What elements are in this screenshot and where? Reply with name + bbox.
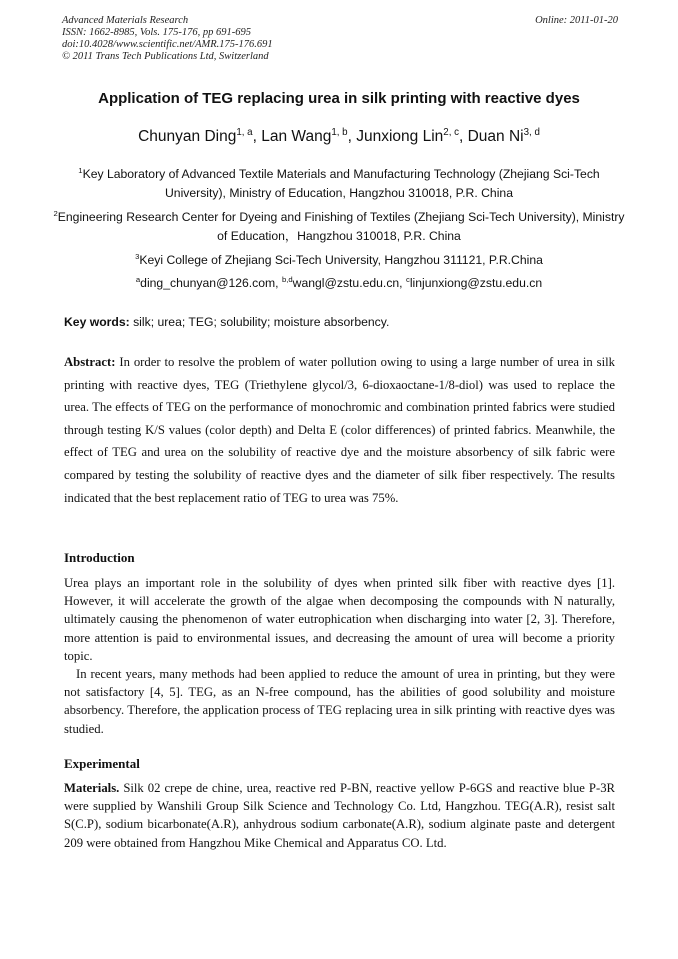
affiliation-text: Engineering Research Center for Dyeing and Finishing of Textiles (Zhejiang Sci-Tech University), Ministry of Education，Hangzhou 310018, P.R. China	[57, 210, 625, 243]
abstract	[64, 351, 615, 509]
author-separator: ,	[252, 128, 262, 145]
section-heading-introduction: Introduction	[64, 550, 135, 565]
email-marker: a	[135, 274, 141, 284]
author-name: Duan Ni	[467, 128, 524, 145]
materials-paragraph	[64, 779, 615, 852]
affiliation-marker: 3	[135, 251, 140, 261]
paragraph: Urea plays an important role in the solubility of dyes when printed silk fiber with reactive dyes [1]. However, it will accelerate the growth of the algae when decomposing the compounds with N naturally, ultimately causing the phenomenon of water eutrophication when discharging into water [2, 3]. Therefore, more attention is paid to environmental issues, and decreasing the amount of urea will become a priority topic.	[64, 576, 615, 663]
email-marker: b,d	[281, 274, 293, 284]
paper-title: Application of TEG replacing urea in silk printing with reactive dyes	[98, 90, 580, 107]
journal-name: Advanced Materials Research	[62, 15, 189, 26]
email-address: linjunxiong@zstu.edu.cn	[409, 276, 543, 290]
author-superscript: 1, b	[331, 126, 348, 138]
email-marker: c	[405, 274, 410, 284]
keywords-label: Key words:	[64, 315, 130, 329]
keywords	[64, 315, 616, 329]
affiliation-1	[50, 165, 628, 203]
email-address: ding_chunyan@126.com,	[140, 276, 282, 290]
affiliation-marker: 1	[78, 165, 83, 175]
affiliation-marker: 2	[53, 208, 58, 218]
author-superscript: 3, d	[523, 126, 540, 138]
author-superscript: 2, c	[443, 126, 459, 138]
author-superscript: 1, a	[236, 126, 253, 138]
journal-header	[62, 15, 618, 63]
paragraph: In recent years, many methods had been applied to reduce the amount of urea in printing, but they were not satisfactory [4, 5]. TEG, as an N-free compound, has the abilities of good solubility and moisture absorbency. Therefore, the application process of TEG replacing urea in silk printing with reactive dyes was studied.	[64, 667, 615, 736]
materials-label: Materials.	[64, 781, 120, 795]
email-list	[50, 274, 628, 293]
copyright-line: © 2011 Trans Tech Publications Ltd, Switzerland	[62, 51, 269, 62]
abstract-label: Abstract:	[64, 355, 116, 369]
materials-text: Silk 02 crepe de chine, urea, reactive red P-BN, reactive yellow P-6GS and reactive blue P-3R were supplied by Wanshili Group Silk Science and Technology Co. Ltd, Hangzhou. TEG(A.R), resist salt S(C.P), sodium bicarbonate(A.R), anhydrous sodium carbonate(A.R), sodium alginate paste and detergent 209 were obtained from Hangzhou Mike Chemical and Apparatus CO. Ltd.	[64, 781, 615, 850]
author-separator: ,	[458, 128, 468, 145]
introduction-body	[64, 574, 615, 738]
author-name: Junxiong Lin	[356, 128, 444, 145]
author-separator: ,	[347, 128, 357, 145]
online-date: Online: 2011-01-20	[535, 15, 618, 26]
author-name: Chunyan Ding	[138, 128, 237, 145]
keywords-text: silk; urea; TEG; solubility; moisture absorbency.	[129, 315, 390, 329]
section-heading-experimental: Experimental	[64, 756, 140, 771]
email-address: wangl@zstu.edu.cn,	[292, 276, 406, 290]
abstract-text: In order to resolve the problem of water pollution owing to using a large number of urea in silk printing with reactive dyes, TEG (Triethylene glycol/3, 6-dioxaoctane-1/8-diol) was used to replace the urea. The effects of TEG on the performance of monochromic and combination printed fabrics were studied through testing K/S values (color depth) and Delta E (color differences) of printed fabrics. Meanwhile, the effect of TEG and urea on the solubility of reactive dye and the moisture absorbency of silk fabric were compared by testing the solubility of reactive dyes and the diameter of silk fiber respectively. The results indicated that the best replacement ratio of TEG to urea was 75%.	[64, 355, 615, 505]
affiliation-text: Keyi College of Zhejiang Sci-Tech University, Hangzhou 311121, P.R.China	[139, 253, 543, 267]
affiliation-text: Key Laboratory of Advanced Textile Materials and Manufacturing Technology (Zhejiang Sci-Tech University), Ministry of Education, Hangzhou 310018, P.R. China	[82, 167, 600, 200]
author-list	[40, 128, 638, 146]
doi-line: doi:10.4028/www.scientific.net/AMR.175-176.691	[62, 39, 273, 50]
affiliation-3	[50, 251, 628, 270]
author-name: Lan Wang	[261, 128, 332, 145]
issn-line: ISSN: 1662-8985, Vols. 175-176, pp 691-695	[62, 27, 251, 38]
affiliation-2	[50, 208, 628, 246]
